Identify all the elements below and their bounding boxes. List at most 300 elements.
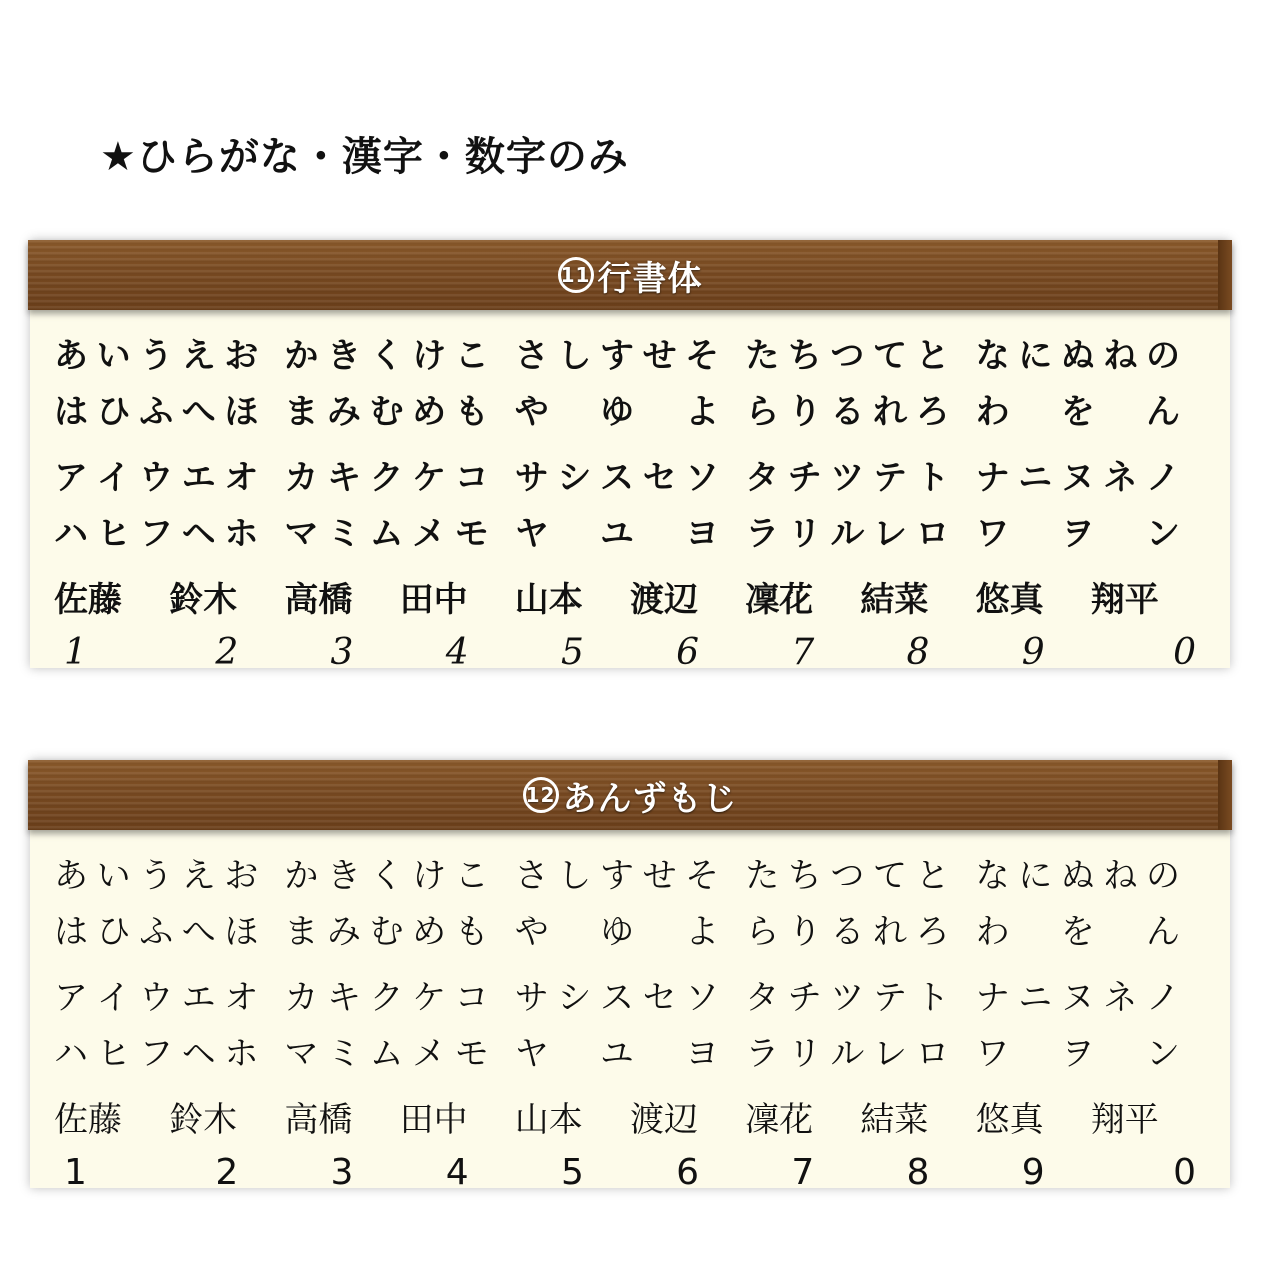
kana-char: オ bbox=[224, 977, 259, 1018]
kana-char: き bbox=[326, 855, 361, 896]
kana-char: め bbox=[412, 391, 447, 432]
kana-char bbox=[1029, 506, 1041, 555]
kana-char: ヲ bbox=[1060, 513, 1095, 554]
kana-char: レ bbox=[872, 1033, 907, 1074]
kana-group bbox=[54, 384, 284, 433]
kana-char bbox=[1115, 904, 1126, 953]
digit: 1 bbox=[64, 1151, 87, 1193]
digit: 9 bbox=[1021, 1151, 1045, 1193]
kana-char: た bbox=[745, 335, 780, 376]
kana-char: ヘ bbox=[181, 1033, 216, 1074]
kana-char: タ bbox=[745, 457, 780, 498]
digit: 6 bbox=[676, 631, 700, 673]
kana-char: て bbox=[872, 855, 907, 896]
kana-char: さ bbox=[514, 335, 549, 376]
digit: 4 bbox=[445, 631, 469, 673]
digit: 0 bbox=[1173, 631, 1196, 673]
kana-char: ユ bbox=[599, 1033, 634, 1074]
kanji-word: 佐藤 bbox=[54, 579, 122, 620]
kana-char: あ bbox=[54, 855, 88, 896]
kana-char: ゆ bbox=[599, 911, 634, 952]
kana-char: ミ bbox=[326, 513, 361, 554]
kana-char: む bbox=[369, 391, 404, 432]
kana-row bbox=[30, 900, 1230, 956]
kana-char bbox=[1030, 904, 1041, 953]
kana-char: す bbox=[599, 335, 634, 376]
kana-char: い bbox=[96, 335, 131, 376]
kana-char: よ bbox=[685, 911, 720, 952]
digit: 2 bbox=[215, 1151, 239, 1193]
kana-group bbox=[284, 904, 514, 953]
kana-char: チ bbox=[787, 457, 822, 498]
kanji-word: 凜花 bbox=[745, 1099, 814, 1140]
kana-group bbox=[976, 506, 1206, 555]
kana-char: リ bbox=[787, 1033, 822, 1074]
kana-char: の bbox=[1145, 855, 1180, 896]
kana-char: ソ bbox=[685, 457, 720, 498]
kana-char: フ bbox=[139, 513, 174, 554]
kana-char: ニ bbox=[1018, 457, 1053, 498]
kana-group bbox=[515, 904, 745, 953]
kana-char: ワ bbox=[975, 1033, 1010, 1074]
kana-group bbox=[284, 970, 514, 1019]
kana-char: ぬ bbox=[1060, 855, 1095, 896]
digit: 1 bbox=[64, 631, 87, 673]
kanji-word: 高橋 bbox=[284, 1099, 353, 1140]
kana-row bbox=[30, 502, 1230, 558]
kana-char: ヨ bbox=[685, 513, 720, 554]
kana-row bbox=[30, 1022, 1230, 1078]
kana-group bbox=[284, 328, 514, 377]
kana-char: ル bbox=[830, 1033, 865, 1074]
kana-char: ハ bbox=[54, 513, 88, 554]
kana-group bbox=[284, 384, 514, 433]
kana-char: に bbox=[1018, 855, 1053, 896]
kanji-word: 悠真 bbox=[975, 1099, 1044, 1140]
kana-row bbox=[30, 844, 1230, 900]
digit: 4 bbox=[445, 1151, 469, 1193]
kana-group bbox=[54, 970, 284, 1019]
kana-char: ひ bbox=[96, 911, 131, 952]
board-edge bbox=[1218, 760, 1232, 830]
kanji-word: 凜花 bbox=[745, 579, 814, 620]
font-sample-panel-anzu bbox=[30, 760, 1230, 1193]
kana-char: カ bbox=[284, 457, 319, 498]
kana-char: ゆ bbox=[599, 391, 634, 432]
kana-char: コ bbox=[454, 977, 489, 1018]
kana-char: そ bbox=[685, 335, 720, 376]
kana-char: キ bbox=[326, 457, 361, 498]
kana-char: ぬ bbox=[1060, 335, 1095, 376]
kanji-word: 鈴木 bbox=[169, 579, 238, 620]
kana-group bbox=[515, 450, 745, 499]
kanji-pair bbox=[745, 1092, 975, 1141]
kana-char: シ bbox=[557, 457, 592, 498]
kana-char: え bbox=[181, 855, 216, 896]
kana-char: ん bbox=[1145, 391, 1180, 432]
page-title: ★ひらがな・漢字・数字のみ bbox=[100, 134, 629, 180]
kana-char: な bbox=[975, 335, 1010, 376]
kanji-pair bbox=[54, 1092, 284, 1141]
kana-group bbox=[515, 1026, 745, 1075]
character-grid bbox=[30, 324, 1230, 680]
kana-char: お bbox=[224, 855, 259, 896]
digit-row bbox=[30, 1144, 1230, 1200]
kana-char: う bbox=[139, 855, 174, 896]
kana-char: ま bbox=[284, 911, 319, 952]
digit: 5 bbox=[560, 1151, 584, 1193]
kana-group bbox=[284, 450, 514, 499]
digit: 5 bbox=[560, 631, 584, 673]
circled-number: 11 bbox=[558, 257, 594, 293]
kana-char: ヌ bbox=[1060, 457, 1095, 498]
kana-char bbox=[1115, 1026, 1126, 1075]
kanji-word: 結菜 bbox=[860, 1099, 929, 1140]
kanji-word: 鈴木 bbox=[169, 1099, 238, 1140]
kana-char: し bbox=[557, 335, 592, 376]
kanji-word: 山本 bbox=[514, 579, 583, 620]
kana-group bbox=[284, 1026, 514, 1075]
digit: 6 bbox=[676, 1151, 700, 1193]
kana-char: は bbox=[54, 391, 88, 432]
kana-char: モ bbox=[454, 1033, 489, 1074]
kana-char: ほ bbox=[224, 391, 259, 432]
kana-char: ム bbox=[369, 1033, 404, 1074]
kana-char: へ bbox=[181, 911, 216, 952]
kana-char: ホ bbox=[224, 513, 259, 554]
kana-char: ヨ bbox=[685, 1033, 720, 1074]
kana-group bbox=[976, 450, 1206, 499]
kana-group bbox=[745, 970, 975, 1019]
character-grid bbox=[30, 844, 1230, 1200]
kana-char: つ bbox=[830, 855, 865, 896]
kana-group bbox=[54, 328, 284, 377]
kana-char: か bbox=[284, 855, 319, 896]
kana-char bbox=[1114, 384, 1126, 433]
kana-char: る bbox=[830, 391, 865, 432]
kana-char: を bbox=[1060, 911, 1095, 952]
kana-group bbox=[976, 970, 1206, 1019]
kana-char bbox=[654, 384, 666, 433]
kana-char: ア bbox=[54, 457, 88, 498]
kana-char bbox=[568, 384, 580, 433]
kana-group bbox=[54, 848, 284, 897]
kana-char: る bbox=[830, 911, 865, 952]
kanji-word: 渡辺 bbox=[629, 1099, 698, 1140]
kana-char: こ bbox=[454, 335, 489, 376]
kana-char: ま bbox=[284, 391, 319, 432]
kana-char: メ bbox=[412, 513, 447, 554]
kana-char: ひ bbox=[96, 391, 131, 432]
kana-char: ス bbox=[599, 457, 634, 498]
wood-header-board bbox=[28, 240, 1232, 310]
kana-group bbox=[515, 506, 745, 555]
kana-char: お bbox=[224, 335, 259, 376]
kana-char: す bbox=[599, 855, 634, 896]
kana-group bbox=[745, 848, 975, 897]
kana-char bbox=[568, 506, 580, 555]
kanji-pair bbox=[284, 572, 514, 621]
kana-char: キ bbox=[326, 977, 361, 1018]
kana-char: ふ bbox=[139, 391, 174, 432]
kana-char: ツ bbox=[830, 977, 865, 1018]
kana-char: ん bbox=[1145, 911, 1180, 952]
circled-number: 12 bbox=[523, 777, 559, 813]
board-edge bbox=[1218, 240, 1232, 310]
kanji-word: 田中 bbox=[399, 1099, 468, 1140]
kana-char: タ bbox=[745, 977, 780, 1018]
digit: 3 bbox=[330, 631, 354, 673]
kana-char: と bbox=[915, 335, 950, 376]
kana-char: ナ bbox=[975, 977, 1010, 1018]
kana-char: ヘ bbox=[181, 513, 216, 554]
font-name: あんずもじ bbox=[562, 778, 738, 819]
kana-group bbox=[515, 970, 745, 1019]
kana-group bbox=[976, 384, 1206, 433]
kana-char: メ bbox=[412, 1033, 447, 1074]
kanji-row bbox=[30, 1088, 1230, 1144]
kana-group bbox=[745, 1026, 975, 1075]
kana-group bbox=[745, 904, 975, 953]
kana-char: リ bbox=[787, 513, 822, 554]
kanji-pair bbox=[515, 1092, 745, 1141]
kana-char: ツ bbox=[830, 457, 865, 498]
kana-row bbox=[30, 380, 1230, 436]
kana-char: ヲ bbox=[1060, 1033, 1095, 1074]
kana-char: け bbox=[412, 335, 447, 376]
kana-char: や bbox=[514, 391, 549, 432]
kanji-word: 渡辺 bbox=[629, 579, 698, 620]
kana-char: ク bbox=[369, 977, 404, 1018]
kana-char: レ bbox=[872, 513, 907, 554]
kana-char: ヒ bbox=[96, 1033, 131, 1074]
kana-char: り bbox=[787, 391, 822, 432]
kana-char: や bbox=[514, 911, 549, 952]
kana-char: ニ bbox=[1018, 977, 1053, 1018]
kana-char: わ bbox=[975, 391, 1010, 432]
kana-char: も bbox=[454, 391, 489, 432]
kana-char: ら bbox=[745, 911, 780, 952]
kana-char bbox=[1029, 384, 1041, 433]
digit: 0 bbox=[1173, 1151, 1196, 1193]
digit: 3 bbox=[330, 1151, 354, 1193]
kana-char: か bbox=[284, 335, 319, 376]
kanji-pair bbox=[976, 572, 1206, 621]
kana-char: モ bbox=[454, 513, 489, 554]
kana-char: ウ bbox=[139, 457, 174, 498]
kana-char: ロ bbox=[915, 1033, 950, 1074]
digit-row bbox=[30, 624, 1230, 680]
kana-char: ソ bbox=[685, 977, 720, 1018]
kana-char: わ bbox=[975, 911, 1010, 952]
kana-char: ラ bbox=[745, 513, 780, 554]
kana-char: テ bbox=[872, 977, 907, 1018]
kana-group bbox=[54, 506, 284, 555]
kana-char bbox=[654, 904, 665, 953]
kana-char: マ bbox=[284, 513, 319, 554]
kanji-word: 翔平 bbox=[1090, 579, 1159, 620]
kana-char bbox=[654, 1026, 665, 1075]
kana-group bbox=[745, 328, 975, 377]
kana-char: む bbox=[369, 911, 404, 952]
kana-char: を bbox=[1060, 391, 1095, 432]
kana-char: ホ bbox=[224, 1033, 259, 1074]
kana-char: ン bbox=[1145, 1033, 1180, 1074]
kana-char: ケ bbox=[412, 457, 447, 498]
kana-char: み bbox=[326, 911, 361, 952]
kana-group bbox=[284, 506, 514, 555]
kanji-word: 結菜 bbox=[860, 579, 929, 620]
kana-row bbox=[30, 966, 1230, 1022]
kana-char: ろ bbox=[915, 391, 950, 432]
digit: 7 bbox=[791, 1151, 815, 1193]
kana-char: ク bbox=[369, 457, 404, 498]
kana-char: ネ bbox=[1103, 977, 1138, 1018]
kana-char: ア bbox=[54, 977, 88, 1018]
kana-char: サ bbox=[514, 457, 549, 498]
kana-char: テ bbox=[872, 457, 907, 498]
kana-char: た bbox=[745, 855, 780, 896]
kana-char: マ bbox=[284, 1033, 319, 1074]
kana-char: ヤ bbox=[514, 513, 549, 554]
kana-group bbox=[515, 384, 745, 433]
kana-char: う bbox=[139, 335, 174, 376]
kana-char: ヌ bbox=[1060, 977, 1095, 1018]
kana-char: ユ bbox=[599, 513, 634, 554]
kana-char: み bbox=[326, 391, 361, 432]
kana-char: ケ bbox=[412, 977, 447, 1018]
kana-group bbox=[976, 848, 1206, 897]
kana-char: エ bbox=[181, 977, 216, 1018]
kana-char: れ bbox=[872, 391, 907, 432]
kana-char: ロ bbox=[915, 513, 950, 554]
kana-char: ち bbox=[787, 335, 822, 376]
kana-char: ト bbox=[915, 977, 950, 1018]
kana-char: ル bbox=[830, 513, 865, 554]
kana-char bbox=[569, 1026, 580, 1075]
kanji-pair bbox=[745, 572, 975, 621]
kana-char: と bbox=[915, 855, 950, 896]
kana-group bbox=[515, 328, 745, 377]
kana-char: ン bbox=[1145, 513, 1180, 554]
kana-row bbox=[30, 446, 1230, 502]
kana-char: イ bbox=[96, 457, 131, 498]
kana-char: つ bbox=[830, 335, 865, 376]
kana-char: へ bbox=[181, 391, 216, 432]
kanji-word: 田中 bbox=[399, 579, 468, 620]
digit: 8 bbox=[906, 1151, 930, 1193]
kana-char bbox=[1114, 506, 1126, 555]
kana-group bbox=[284, 848, 514, 897]
kana-char bbox=[569, 904, 580, 953]
kana-char: く bbox=[369, 855, 404, 896]
kana-char: せ bbox=[642, 855, 677, 896]
kana-char: ナ bbox=[975, 457, 1010, 498]
kana-char: シ bbox=[557, 977, 592, 1018]
wood-header-board bbox=[28, 760, 1232, 830]
kana-char: な bbox=[975, 855, 1010, 896]
kana-group bbox=[54, 904, 284, 953]
kana-group bbox=[976, 1026, 1206, 1075]
kana-char: サ bbox=[514, 977, 549, 1018]
kana-char: い bbox=[96, 855, 131, 896]
kana-char: エ bbox=[181, 457, 216, 498]
kana-char: ノ bbox=[1145, 977, 1180, 1018]
kana-char: よ bbox=[685, 391, 720, 432]
kana-char: オ bbox=[224, 457, 259, 498]
kana-char: れ bbox=[872, 911, 907, 952]
kana-group bbox=[745, 450, 975, 499]
kana-char: ネ bbox=[1103, 457, 1138, 498]
kana-group bbox=[745, 506, 975, 555]
kana-row bbox=[30, 324, 1230, 380]
kana-char bbox=[654, 506, 666, 555]
kana-char: け bbox=[412, 855, 447, 896]
kana-char: ヒ bbox=[96, 513, 131, 554]
kana-char: カ bbox=[284, 977, 319, 1018]
kana-char: ね bbox=[1103, 855, 1138, 896]
kanji-pair bbox=[284, 1092, 514, 1141]
kana-group bbox=[54, 450, 284, 499]
kana-char: ミ bbox=[326, 1033, 361, 1074]
kana-char: イ bbox=[96, 977, 131, 1018]
font-name: 行書体 bbox=[597, 258, 703, 299]
kanji-word: 山本 bbox=[514, 1099, 583, 1140]
kanji-word: 高橋 bbox=[284, 579, 353, 620]
kana-group bbox=[515, 848, 745, 897]
kana-char: に bbox=[1018, 335, 1053, 376]
kana-char: ハ bbox=[54, 1033, 88, 1074]
kana-char: ふ bbox=[139, 911, 174, 952]
kana-char: あ bbox=[54, 335, 88, 376]
kanji-word: 翔平 bbox=[1090, 1099, 1159, 1140]
digit: 7 bbox=[791, 631, 815, 673]
kana-char: て bbox=[872, 335, 907, 376]
kana-char: ト bbox=[915, 457, 950, 498]
kana-char: き bbox=[326, 335, 361, 376]
kana-char: さ bbox=[514, 855, 549, 896]
kana-char: セ bbox=[642, 977, 677, 1018]
kanji-row bbox=[30, 568, 1230, 624]
kana-char: り bbox=[787, 911, 822, 952]
digit: 8 bbox=[906, 631, 930, 673]
kana-char: そ bbox=[685, 855, 720, 896]
kana-char: せ bbox=[642, 335, 677, 376]
kana-char: も bbox=[454, 911, 489, 952]
kana-char: ウ bbox=[139, 977, 174, 1018]
digit: 2 bbox=[215, 631, 239, 673]
kana-char: ヤ bbox=[514, 1033, 549, 1074]
font-name-title bbox=[523, 771, 738, 820]
kana-group bbox=[54, 1026, 284, 1075]
kana-char: ス bbox=[599, 977, 634, 1018]
kana-char: こ bbox=[454, 855, 489, 896]
kana-char: ム bbox=[369, 513, 404, 554]
kana-char: ラ bbox=[745, 1033, 780, 1074]
kana-char: ね bbox=[1103, 335, 1138, 376]
kana-group bbox=[976, 904, 1206, 953]
kana-char: く bbox=[369, 335, 404, 376]
kanji-pair bbox=[515, 572, 745, 621]
kana-char: ら bbox=[745, 391, 780, 432]
kana-char: ノ bbox=[1145, 457, 1180, 498]
kanji-pair bbox=[976, 1092, 1206, 1141]
kana-char: し bbox=[557, 855, 592, 896]
kana-char: ち bbox=[787, 855, 822, 896]
kana-char: コ bbox=[454, 457, 489, 498]
kana-char: ワ bbox=[975, 513, 1010, 554]
kana-group bbox=[976, 328, 1206, 377]
